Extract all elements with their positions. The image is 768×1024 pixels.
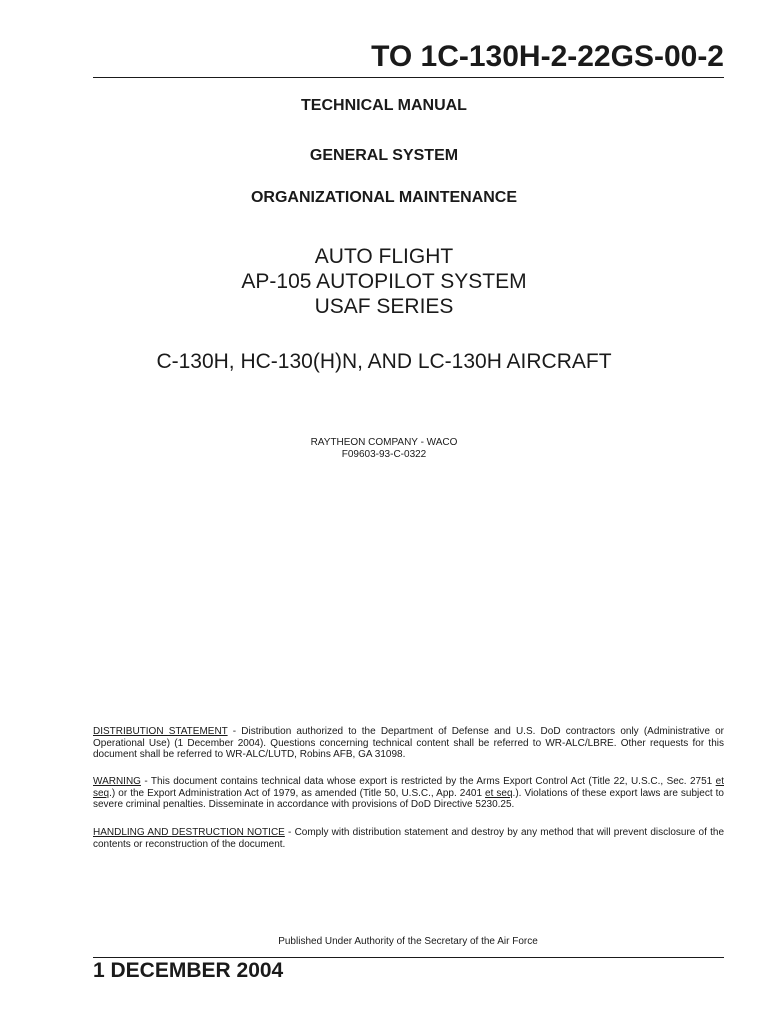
contractor-company: RAYTHEON COMPANY - WACO [310,437,458,448]
technical-manual-heading: TECHNICAL MANUAL [301,97,467,114]
handling-notice-text: - Comply with distribution statement and destroy by any method that will prevent disclosure of the contents or reconstruction of the document. [93,827,724,850]
organizational-maintenance-heading: ORGANIZATIONAL MAINTENANCE [250,189,518,206]
et-seq-1: et seq [93,776,724,799]
et-seq-2: et seq [485,787,513,799]
contract-number: F09603-93-C-0322 [341,449,427,460]
publication-date: 1 DECEMBER 2004 [93,959,284,982]
distribution-statement [93,726,724,761]
aircraft-title: C-130H, HC-130(H)N, AND LC-130H AIRCRAFT [156,350,612,373]
autopilot-system-title: AP-105 AUTOPILOT SYSTEM [241,270,527,293]
handling-notice-label: HANDLING AND DESTRUCTION NOTICE [93,827,285,838]
warning-label: WARNING [93,776,141,787]
warning-text-1: - This document contains technical data whose export is restricted by the Arms Export Control Act (Title 22, U.S.C., Sec. 2751 [140,776,716,787]
warning-text-2: .) or the Export Administration Act of 1979, as amended (Title 50, U.S.C., App. 2401 [109,787,486,799]
published-authority: Published Under Authority of the Secretary of the Air Force [278,936,538,947]
distribution-statement-text: - Distribution authorized to the Department of Defense and U.S. DoD contractors only (Administrative or Operational Use) (1 December 2004). Questions concerning technical content shall be referred to WR-ALC/LBRE. Other requests for this document shall be referred to WR-ALC/LUTD, Robins AFB, GA 31098. [93,726,724,760]
auto-flight-title: AUTO FLIGHT [314,245,454,268]
warning-text-3: .). Violations of these export laws are subject to severe criminal penalties. Disseminate in accordance with provisions of DoD Directive 5230.25. [93,787,724,810]
general-system-heading: GENERAL SYSTEM [309,147,459,164]
bottom-rule [93,957,724,958]
warning-notice [93,776,724,811]
usaf-series-title: USAF SERIES [314,295,454,318]
top-rule [93,77,724,78]
handling-notice [93,827,724,850]
distribution-statement-label: DISTRIBUTION STATEMENT [93,726,228,737]
to-number: TO 1C-130H-2-22GS-00-2 [371,40,724,73]
